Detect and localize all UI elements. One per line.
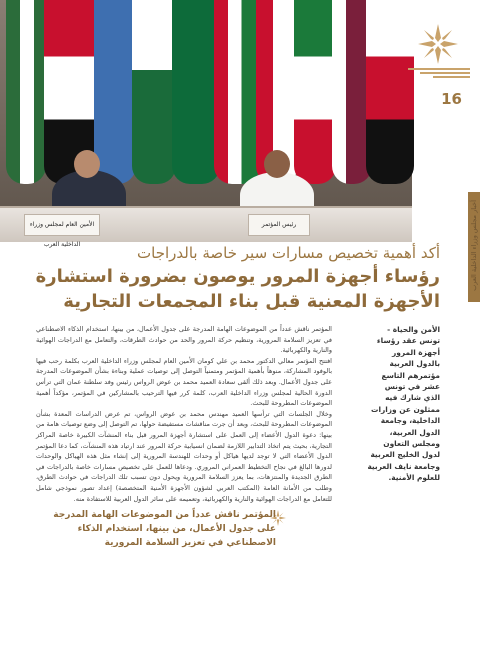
flag: [214, 0, 260, 184]
council-logo-icon: [418, 24, 458, 64]
flag: [172, 0, 220, 184]
nameplate-center: رئيس المؤتمر: [248, 214, 310, 236]
flag: [294, 0, 336, 184]
article-headline: رؤساء أجهزة المرور يوصون بضرورة استشارة الأجهزة المعنية قبل بناء المجمعات التجارية: [35, 266, 440, 312]
flag: [132, 0, 176, 184]
flag: [366, 0, 414, 184]
intro-text: الأمن والحياة - تونس عقد رؤساء أجهزة المرور بالدول العربية مؤتمرهم التاسع عشر في تونس الذي شارك فيه ممثلون عن وزارات الداخلية، وجامعة الدول العربية، ومجلس التعاون لدول الخليج العربية وجامعة نايف العربية للعلوم الأمنية.: [367, 325, 440, 483]
nameplate-left: الأمين العام لمجلس وزراء الداخلية العرب: [24, 214, 100, 236]
page-number: 16: [441, 90, 462, 108]
intro-column: [366, 324, 440, 484]
body-column: [36, 324, 332, 504]
body-paragraph-3: وخلال الجلسات التي ترأسها العميد مهندس محمد بن عوض الرواس، تم عرض الدراسات المعدة بشأن الموضوعات المطروحة للبحث، وبعد أن جرت مناقشات مستفيضة حولها، تم التوصل إلى وضع توصيات هامة من بينها: دعوة الدول الأعضاء إلى العمل على استشارة أجهزة المرور قبل بناء المنشآت الكبيرة خاصة المراكز التجارية، بحيث يتم اتخاذ التدابير اللازمة لضمان انسيابية حركة المرور عند ارتياد هذه المنشآت، كما دعا المؤتمر الدول الأعضاء التي لا توجد لديها هياكل أو وحدات للهندسة المرورية إلى إنشاء مثل هذه الهياكل والوحدات لدورها البالغ في نجاح التخطيط العمراني المروري. ودعاها للعمل على تخصيص مسارات خاصة بالدراجات في الطرق الجديدة والمنتزهات، بما يعزز السلامة المرورية ويحول دون تسبب تلك الدراجات في حوادث الطرق، وطلب من الأمانة العامة (المكتب العربي لشؤون الأجهزة الأمنية المتخصصة) إعداد تصور نموذجي شامل للتعامل مع الدراجات الهوائية والنارية والكهربائية، وتعميمه على سائر الدول العربية للاستفادة منه.: [36, 409, 332, 503]
pull-quote: المؤتمر ناقش عدداً من الموضوعات الهامة المدرجة على جدول الأعمال، من بينها، استخدام الذكاء الاصطناعي في تعزيز السلامة المرورية: [53, 510, 276, 548]
flag: [94, 0, 136, 184]
logo-wordmark: [408, 66, 470, 80]
section-label: أخبار مجلس وزراء الداخلية العرب: [470, 200, 478, 291]
delegate-center-head: [264, 150, 290, 178]
body-paragraph-2: افتتح المؤتمر معالي الدكتور محمد بن علي كومان الأمين العام لمجلس وزراء الداخلية العرب بكلمة رحب فيها بالوفود المشاركة، منوهاً بأهمية المؤتمر ومتمنياً التوصل إلى توصيات عملية وبناءة بشأن الموضوعات المدرجة على جدول الأعمال. وبعد ذلك ألقى سعادة العميد محمد بن عوض الرواس رئيس وفد سلطنة عمان التي ترأس الدورة الحالية لمجلس وزراء الداخلية العرب، كلمة كرر فيها الترحيب بالمشاركين في المؤتمر، مؤكداً أهمية الموضوعات المطروحة للبحث.: [36, 356, 332, 408]
body-paragraph-1: المؤتمر ناقش عدداً من الموضوعات الهامة المدرجة على جدول الأعمال، من بينها، استخدام الذكاء الاصطناعي في تعزيز السلامة المرورية، وتنظيم حركة المرور والحد من حوادث الطرقات، والتعامل مع الدراجات الهوائية والنارية والكهربائية.: [36, 325, 332, 355]
flag: [6, 0, 46, 184]
conference-photo: [0, 0, 412, 248]
delegate-left-head: [74, 150, 100, 178]
article-kicker: أكد أهمية تخصيص مسارات سير خاصة بالدراجات: [137, 244, 440, 262]
